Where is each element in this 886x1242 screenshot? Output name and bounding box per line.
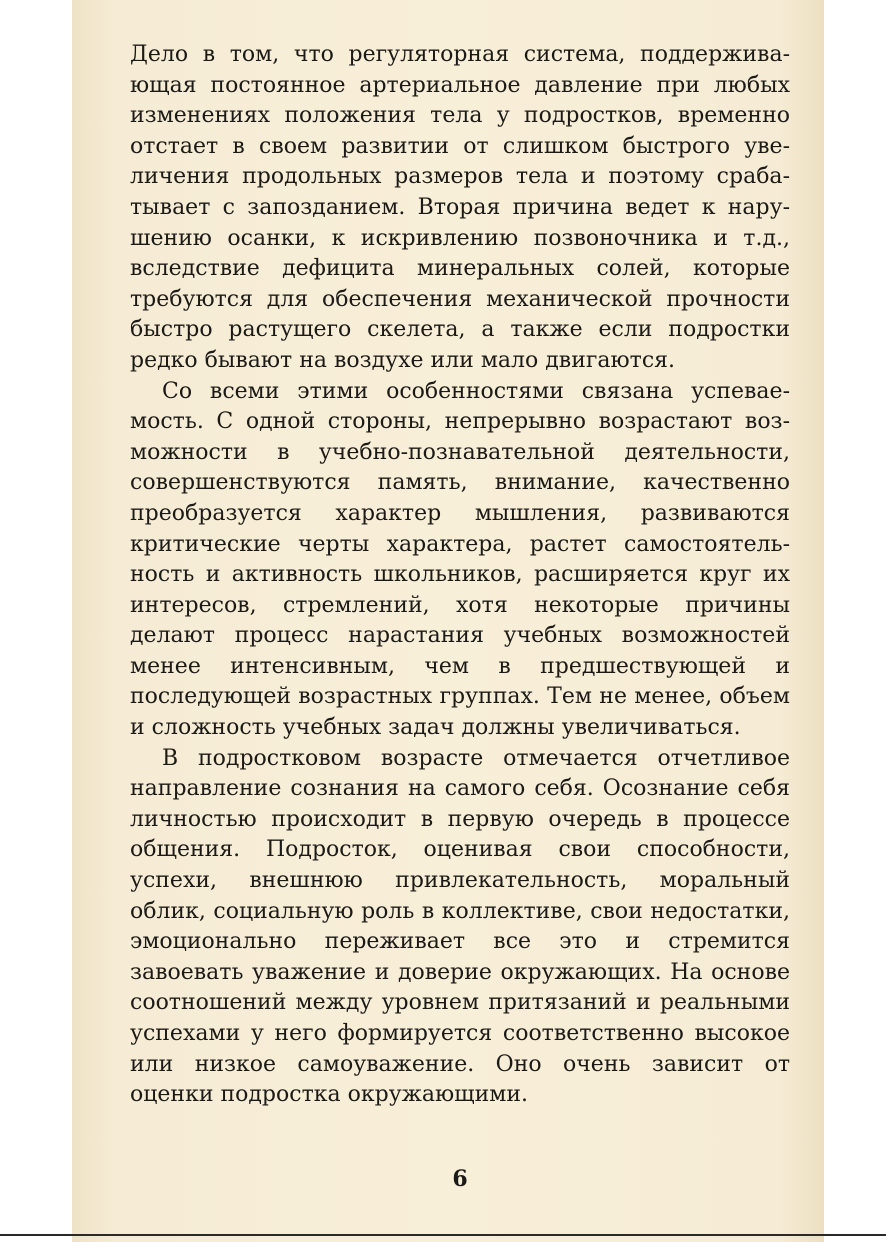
scan-margin: [824, 0, 886, 1242]
paragraph-1: Дело в том, что регуляторная система, поддерживающая постоянное артериальное давление при любых изменениях положения тела у подростков, временно отстает в своем развитии от слишком быстрого увеличения продольных размеров тела и поэтому срабатывает с запозданием. Вторая причина ведет к нарушению осанки, к искривлению позвоночника и т.д., вследствие дефицита минеральных солей, которые требуются для обеспечения механической прочности быстро растущего скелета, а также если подростки редко бывают на воздухе или мало двигаются.: [130, 42, 790, 373]
paragraph-3: В подростковом возрасте отмечается отчетливое направление сознания на самого себя. Осознание себя личностью происходит в первую очередь в процессе общения. Подросток, оценивая свои способности, успехи, внешнюю привлекательность, моральный облик, социальную роль в коллективе, свои недостатки, эмоционально переживает все это и стремится завоевать уважение и доверие окружающих. На основе соотношений между уровнем притязаний и реальными успехами у него формируется соответственно высокое или низкое самоуважение. Оно очень зависит от оценки подростка окружающими.: [130, 745, 790, 1108]
body-text: [130, 40, 790, 1111]
scan-edge-line: [0, 1234, 886, 1236]
paragraph-2: Со всеми этими особенностями связана успеваемость. С одной стороны, непрерывно возрастают возможности в учебно-познавательной деятельности, совершенствуются память, внимание, качественно преобразуется характер мышления, развиваются критические черты характера, растет самостоятельность и активность школьников, расширяется круг их интересов, стремлений, хотя некоторые причины делают процесс нарастания учебных возможностей менее интенсивным, чем в предшествующей и последующей возрастных группах. Тем не менее, объем и сложность учебных задач должны увеличиваться.: [130, 378, 790, 741]
page-number: 6: [452, 1166, 468, 1192]
